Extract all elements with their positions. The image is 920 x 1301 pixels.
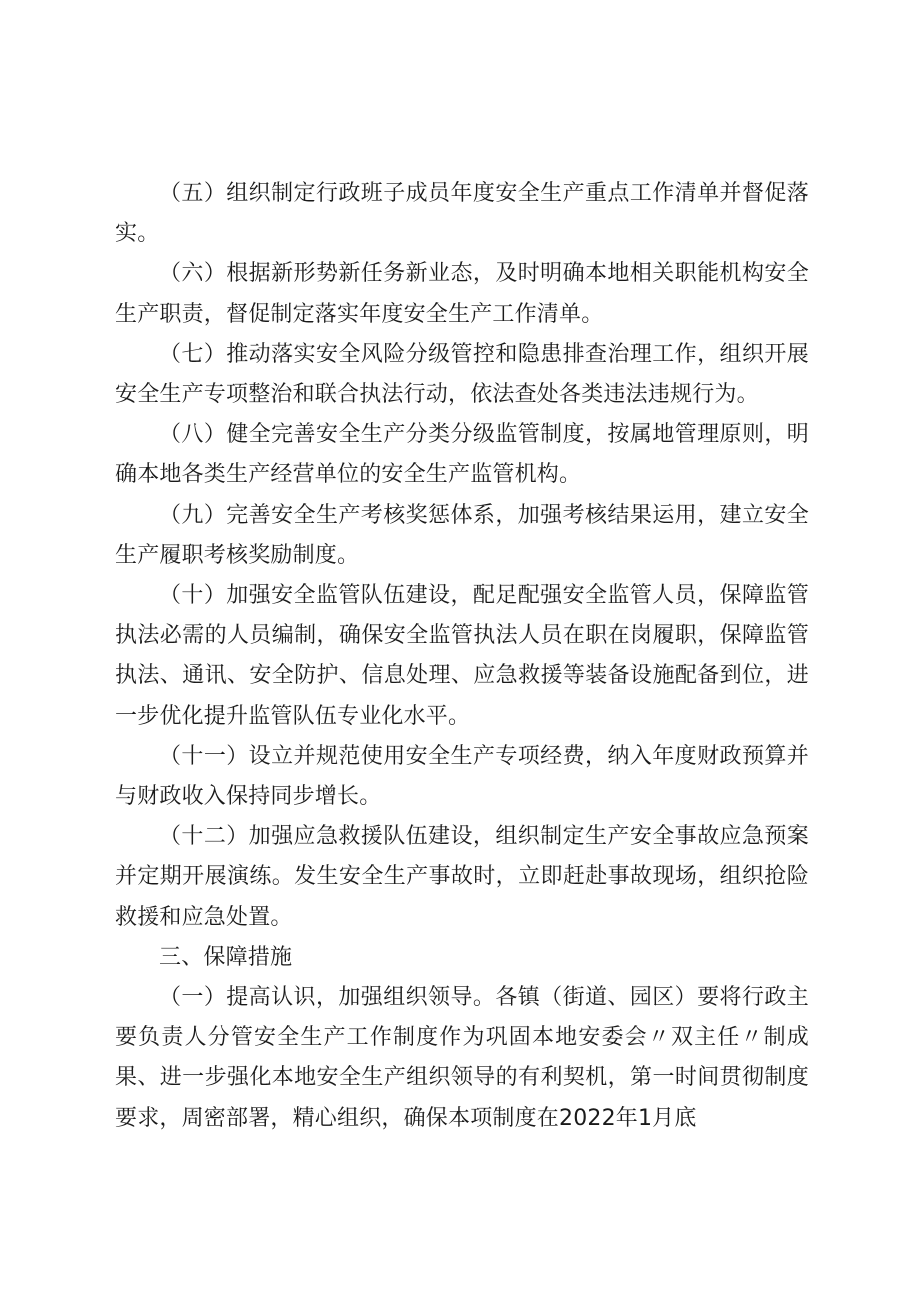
document-body bbox=[115, 174, 809, 1139]
paragraph-eleven: （十一）设立并规范使用安全生产专项经费，纳入年度财政预算并与财政收入保持同步增长。 bbox=[115, 743, 809, 810]
paragraph-measures-one: （一）提高认识，加强组织领导。各镇（街道、园区）要将行政主要负责人分管安全生产工作制度作为巩固本地安委会〃双主任〃制成果、进一步强化本地安全生产组织领导的有利契机，第一时间贯彻制度要求，周密部署，精心组织，确保本项制度在2022年1月底 bbox=[115, 985, 809, 1131]
paragraph-eight: （八）健全完善安全生产分类分级监管制度，按属地管理原则，明确本地各类生产经营单位的安全生产监管机构。 bbox=[115, 422, 809, 488]
paragraph-six: （六）根据新形势新任务新业态，及时明确本地相关职能机构安全生产职责，督促制定落实年度安全生产工作清单。 bbox=[115, 261, 809, 327]
section-heading: 三、保障措施 bbox=[159, 944, 293, 970]
paragraph-seven: （七）推动落实安全风险分级管控和隐患排查治理工作，组织开展安全生产专项整治和联合执法行动，依法查处各类违法违规行为。 bbox=[115, 341, 809, 408]
paragraph-five: （五）组织制定行政班子成员年度安全生产重点工作清单并督促落实。 bbox=[115, 181, 809, 247]
paragraph-nine: （九）完善安全生产考核奖惩体系，加强考核结果运用，建立安全生产履职考核奖励制度。 bbox=[115, 502, 809, 568]
paragraph-twelve: （十二）加强应急救援队伍建设，组织制定生产安全事故应急预案并定期开展演练。发生安全生产事故时，立即赶赴事故现场，组织抢险救援和应急处置。 bbox=[115, 824, 809, 930]
paragraph-ten: （十）加强安全监管队伍建设，配足配强安全监管人员，保障监管执法必需的人员编制，确保安全监管执法人员在职在岗履职，保障监管执法、通讯、安全防护、信息处理、应急救援等装备设施配备到位，进一步优化提升监管队伍专业化水平。 bbox=[115, 583, 809, 729]
